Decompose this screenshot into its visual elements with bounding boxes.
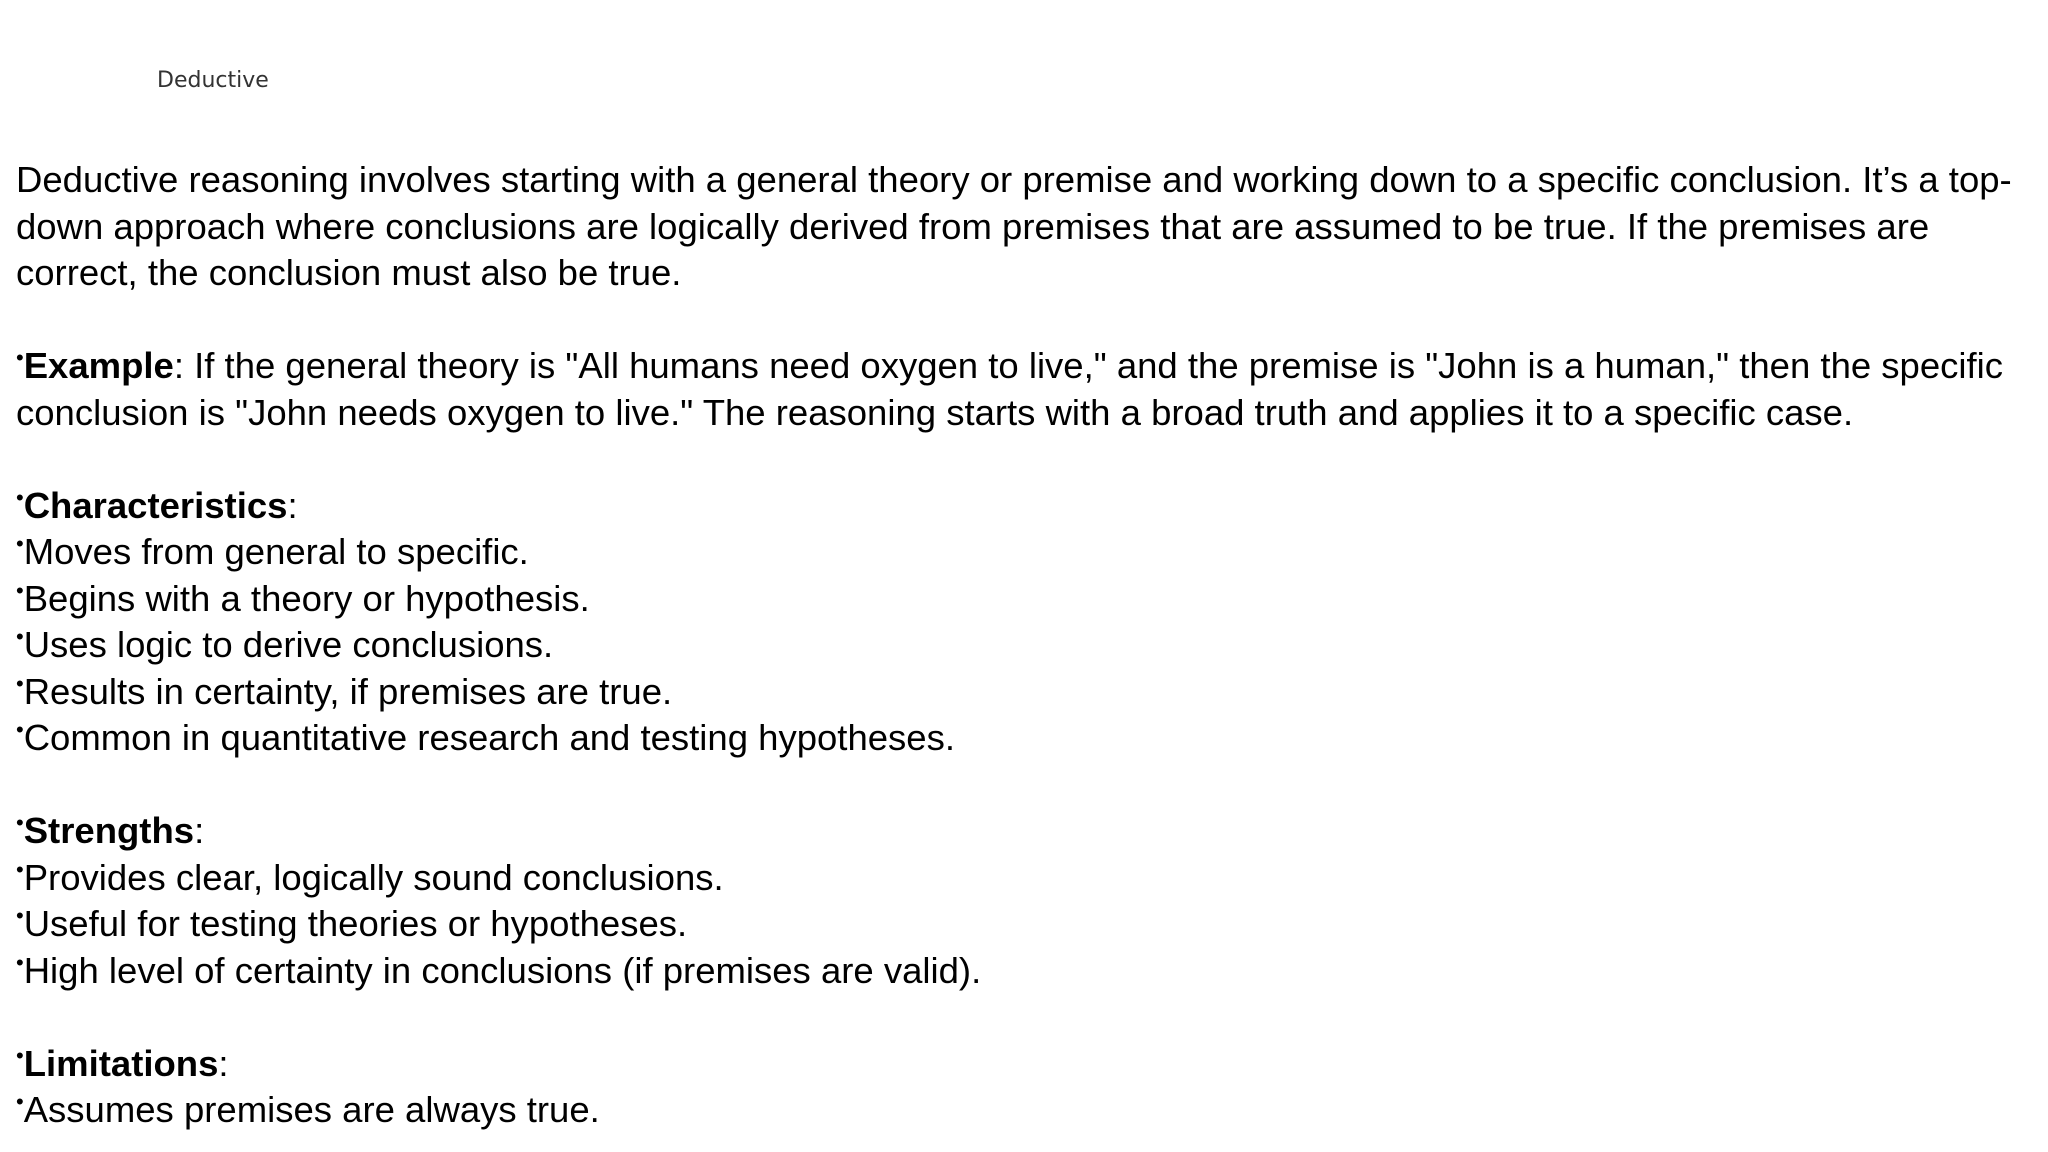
bullet-icon: • (16, 810, 24, 835)
bullet-icon: • (16, 345, 24, 370)
list-item (16, 901, 2026, 948)
bullet-icon: • (16, 856, 24, 882)
bullet-icon: • (16, 577, 24, 603)
characteristics-label: Characteristics (23, 484, 288, 526)
list-item-text: Uses logic to derive conclusions. (23, 624, 554, 665)
list-item (16, 855, 2026, 902)
strengths-heading (16, 808, 2026, 855)
example-text: : If the general theory is "All humans need oxygen to live," and the premise is "John is a human," then the specific conclusion is "John needs oxygen to live." The reasoning starts with a broad truth and applies it to a specific case. (16, 345, 2004, 433)
list-item (16, 1087, 2026, 1134)
list-item-text: Begins with a theory or hypothesis. (23, 577, 590, 619)
list-item-text: Assumes premises are always true. (23, 1089, 600, 1130)
heading-colon: : (218, 1042, 229, 1084)
bullet-icon: • (16, 624, 24, 649)
list-item-text: Provides clear, logically sound conclusions. (23, 856, 724, 898)
list-item (16, 622, 2026, 669)
slide-body (0, 140, 2048, 1152)
slide-header-label: Deductive (157, 68, 269, 93)
list-item (16, 576, 2026, 623)
limitations-heading (16, 1041, 2026, 1088)
intro-paragraph: Deductive reasoning involves starting with a general theory or premise and working down to a specific conclusion. It’s a top-down approach where conclusions are logically derived from premises that are assumed to be true. If the premises are correct, the conclusion must also be true. (16, 159, 2012, 293)
strengths-label: Strengths (23, 810, 195, 851)
bullet-icon: • (16, 670, 24, 696)
bullet-icon: • (16, 717, 24, 742)
heading-colon: : (287, 484, 298, 526)
content-text (16, 157, 2026, 1134)
list-item (16, 529, 2026, 576)
bullet-icon: • (16, 1042, 24, 1068)
list-item-text: Useful for testing theories or hypotheses. (23, 903, 688, 944)
list-item-text: High level of certainty in conclusions (if premises are valid). (23, 949, 982, 991)
characteristics-heading (16, 483, 2026, 530)
list-item-text: Moves from general to specific. (23, 531, 529, 572)
example-label: Example (23, 345, 174, 386)
list-item (16, 948, 2026, 995)
limitations-label: Limitations (23, 1042, 219, 1084)
bullet-icon: • (16, 903, 24, 928)
list-item (16, 715, 2026, 762)
list-item-text: Common in quantitative research and testing hypotheses. (23, 717, 955, 758)
bullet-icon: • (16, 1089, 24, 1114)
list-item (16, 669, 2026, 716)
bullet-icon: • (16, 531, 24, 556)
bullet-icon: • (16, 484, 24, 510)
bullet-icon: • (16, 949, 24, 975)
heading-colon: : (194, 810, 205, 851)
list-item-text: Results in certainty, if premises are true. (23, 670, 673, 712)
example-item (16, 343, 2026, 436)
